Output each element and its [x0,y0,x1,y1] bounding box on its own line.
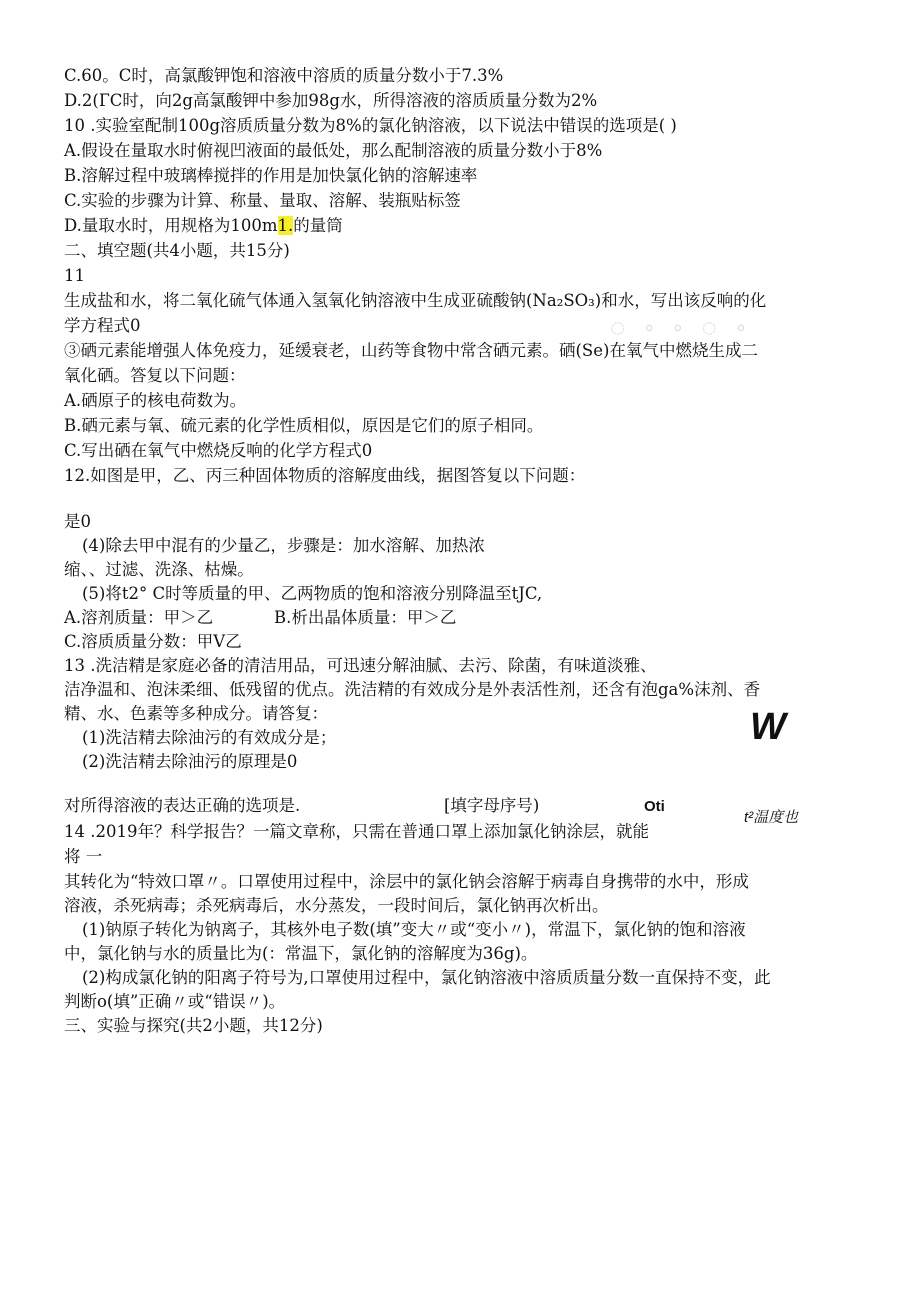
question-13-part-2: (2)洗洁精去除油污的原理是0 [82,752,298,771]
question-12-part-5: (5)将t2° C时等质量的甲、乙两物质的饱和溶液分别降温至tJC, [82,584,543,603]
question-13-cont: 洁净温和、泡沫柔细、低残留的优点。洗洁精的有效成分是外表活性剂，还含有泡ga%沫剂、香 [64,680,761,699]
question-14-text: 其转化为“特效口罩〃。口罩使用过程中，涂层中的氯化钠会溶解于病毒自身携带的水中，形成 [64,872,749,891]
figure-axis-label-temperature: t²温度也 [744,809,799,826]
question-12-answer-fragment: 是0 [64,512,91,531]
question-12-statement [64,794,539,818]
fill-letter-hint: [填字母序号) [444,796,540,815]
question-14-part-2: (2)构成氯化钠的阳离子符号为,口罩使用过程中，氯化钠溶液中溶质质量分数一直保持不变，此 [82,968,771,987]
selenium-q-a: A.硒原子的核电荷数为。 [64,391,247,410]
selenium-paragraph: ③硒元素能增强人体免疫力，延缓衰老，山药等食物中常含硒元素。硒(Se)在氧气中燃烧生成二 [64,341,758,360]
option-c-q9: C.60。C时，高氯酸钾饱和溶液中溶质的质量分数小于7.3% [64,66,504,85]
option-b-q10: B.溶解过程中玻璃棒搅拌的作用是加快氯化钠的溶解速率 [64,166,478,185]
highlighted-unit: 1. [277,216,294,235]
question-13: 13 .洗洁精是家庭必备的清洁用品，可迅速分解油腻、去污、除菌，有味道淡雅、 [64,656,657,675]
question-11-text: 生成盐和水，将二氧化硫气体通入氢氧化钠溶液中生成亚硫酸钠(Na₂SO₃)和水，写出该反响的化 [64,291,767,310]
selenium-q-b: B.硒元素与氧、硫元素的化学性质相似，原因是它们的原子相同。 [64,416,544,435]
question-11-text-cont: 学方程式0 [64,316,141,335]
option-a-q12: A.溶剂质量：甲＞乙 [64,608,214,627]
question-12-options-ab [64,606,456,630]
question-13-prompt: 精、水、色素等多种成分。请答复： [64,704,328,723]
option-d-q9: D.2(ГC时，向2g高氯酸钾中参加98g水，所得溶液的溶质质量分数为2% [64,91,598,110]
option-c-q12: C.溶质质量分数：甲V乙 [64,632,242,651]
section-heading-fill-in: 二、填空题(共4小题，共15分) [64,241,290,260]
question-11-number: 11 [64,266,85,285]
figure-label-oti: Oti [644,798,665,815]
selenium-paragraph-cont: 氧化硒。答复以下问题： [64,366,246,385]
option-d-suffix: 的量筒 [293,216,343,235]
question-14-part-1: (1)钠原子转化为钠离子，其核外电子数(填”变大〃或“变小〃)，常温下，氯化钠的饱和溶液 [82,920,746,939]
question-14-part-1-cont: 中，氯化钠与水的质量比为(：常温下，氯化钠的溶解度为36g)。 [64,944,538,963]
question-12: 12.如图是甲，乙、丙三种固体物质的溶解度曲线，据图答复以下问题： [64,466,586,485]
question-14-text-cont: 溶液，杀死病毒；杀死病毒后，水分蒸发，一段时间后，氯化钠再次析出。 [64,896,609,915]
question-10: 10 .实验室配制100g溶质质量分数为8%的氯化钠溶液，以下说法中错误的选项是( ) [64,116,677,135]
question-14-part-2-cont: 判断o(填”正确〃或“错误〃)。 [64,992,286,1011]
selenium-q-c: C.写出硒在氧气中燃烧反响的化学方程式0 [64,441,373,460]
question-14-cont: 将 一 [64,847,103,866]
option-d-q10 [64,214,343,238]
question-12-part-4: (4)除去甲中混有的少量乙，步骤是：加水溶解、加热浓 [82,536,485,555]
question-12-part-4-cont: 缩、、过滤、洗涤、枯燥。 [64,560,254,579]
figure-label-w: W [750,706,786,748]
question-13-part-1: (1)洗洁精去除油污的有效成分是； [82,728,337,747]
statement-text: 对所得溶液的表达正确的选项是. [64,796,301,815]
option-a-q10: A.假设在量取水时俯视凹液面的最低处，那么配制溶液的质量分数小于8% [64,141,603,160]
option-b-q12: B.析出晶体质量：甲＞乙 [274,608,457,627]
section-heading-experiment: 三、实验与探究(共2小题，共12分) [64,1016,323,1035]
option-c-q10: C.实验的步骤为计算、称量、量取、溶解、装瓶贴标签 [64,191,461,210]
faded-watermark-scribble: ◌ ◦ ◦ ◌ ◦ [610,312,752,342]
option-d-text: D.量取水时，用规格为100m [64,216,278,235]
question-14: 14 .2019年？科学报告？一篇文章称，只需在普通口罩上添加氯化钠涂层，就能 [64,822,649,841]
